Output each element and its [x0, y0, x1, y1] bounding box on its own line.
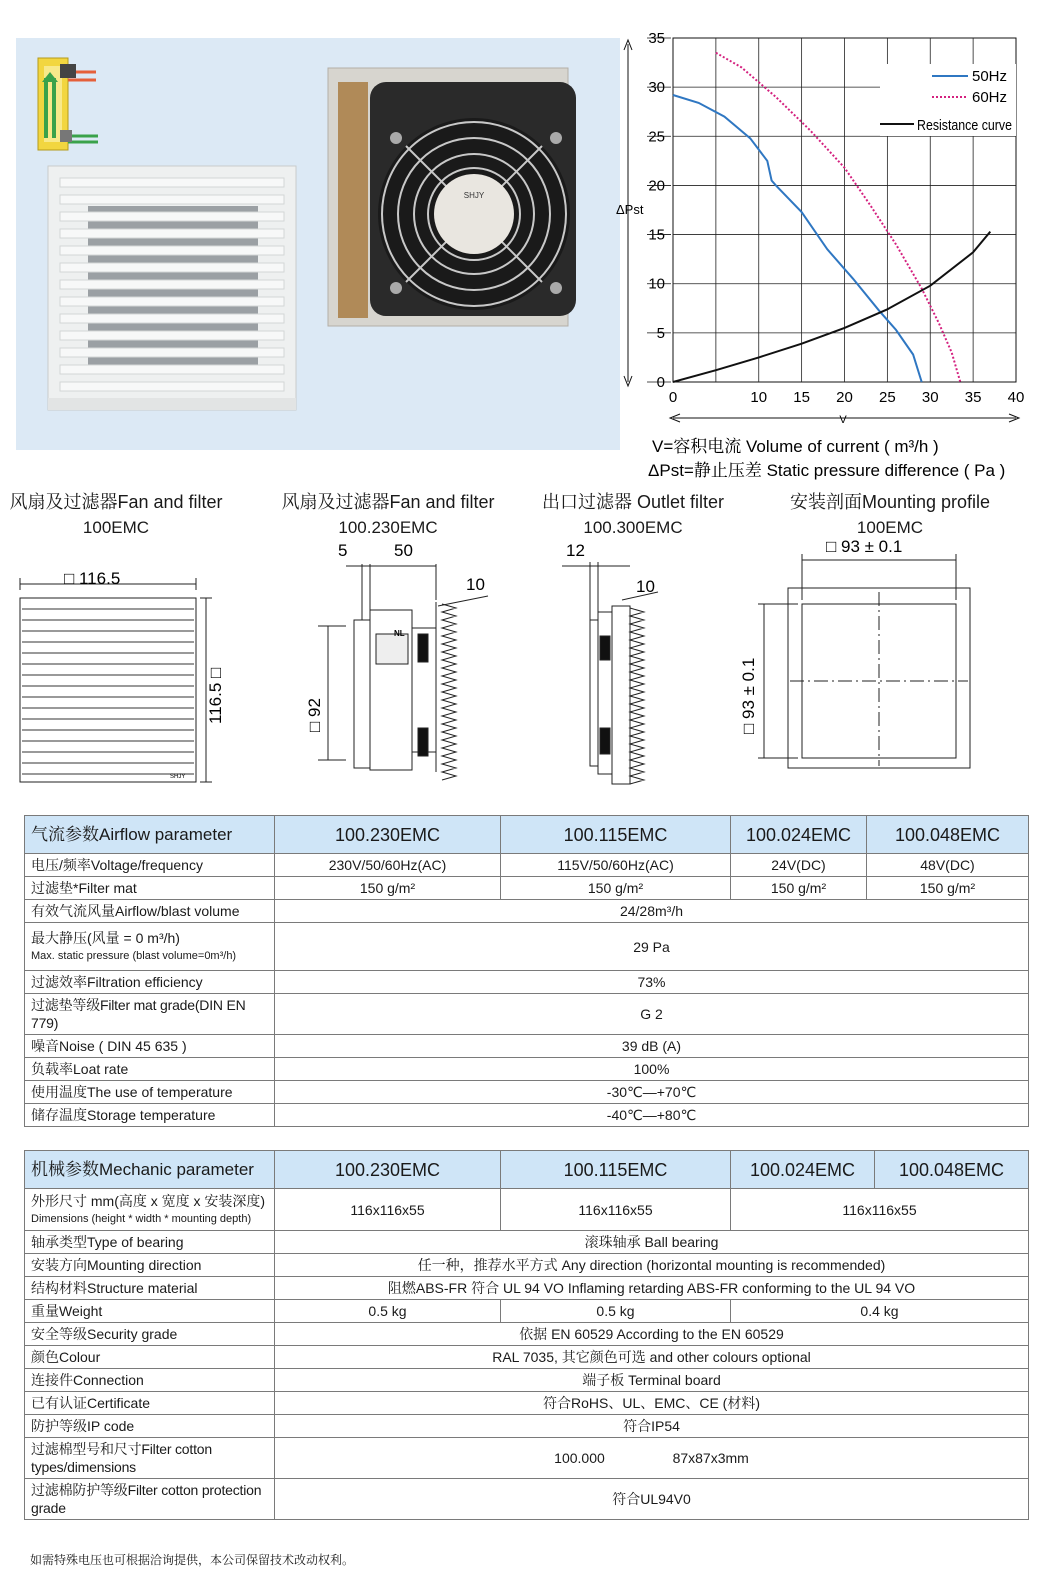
- airflow-header-model: 100.230EMC: [275, 816, 501, 854]
- row-label: 安全等级Security grade: [25, 1323, 275, 1346]
- row-label: 颜色Colour: [25, 1346, 275, 1369]
- dim-93-height: □ 93 ± 0.1: [739, 657, 758, 734]
- dim-116-5-width: □ 116.5: [64, 569, 121, 588]
- cell-value: -40℃—+80℃: [275, 1104, 1029, 1127]
- cell-value: 116x116x55: [275, 1189, 501, 1231]
- row-sublabel: Max. static pressure (blast volume=0m³/h): [31, 949, 237, 962]
- drawing-4-heading: [780, 490, 1000, 540]
- row-label: 噪音Noise ( DIN 45 635 ): [25, 1035, 275, 1058]
- row-label: 储存温度Storage temperature: [25, 1104, 275, 1127]
- louver-slat: [60, 314, 284, 323]
- row-label: 最大静压(风量 = 0 m³/h): [31, 929, 180, 946]
- row-label: 已有认证Certificate: [25, 1392, 275, 1415]
- row-label: 防护等级IP code: [25, 1415, 275, 1438]
- drawing-2-fan-side: [318, 564, 488, 780]
- x-axis-label: V: [839, 414, 847, 426]
- dim-12: 12: [566, 541, 585, 560]
- x-tick-label: 0: [668, 389, 678, 406]
- table-row: [25, 1277, 1029, 1300]
- terminal-label: NL: [394, 629, 405, 638]
- product-illustration: [16, 38, 620, 450]
- dim-5: 5: [338, 541, 348, 560]
- table-row: [25, 1479, 1029, 1520]
- table-row: [25, 1392, 1029, 1415]
- louver-slat: [60, 246, 284, 255]
- louver-slat: [60, 331, 284, 340]
- pressure-volume-chart: [616, 20, 1050, 480]
- louver-slat: [60, 178, 284, 187]
- louver-slat: [60, 195, 284, 204]
- y-axis-label: ΔPst: [616, 202, 644, 217]
- dim-10-fan: 10: [466, 575, 485, 594]
- drawing-3-title: 出口过滤器 Outlet filter: [541, 492, 725, 512]
- dim-93-width: □ 93 ± 0.1: [826, 537, 903, 556]
- row-label: 外形尺寸 mm(高度 x 宽度 x 安装深度): [31, 1192, 266, 1209]
- table-row: [25, 1189, 1029, 1231]
- cotton-type: 100.000: [554, 1450, 605, 1466]
- cell-value: 73%: [275, 971, 1029, 994]
- drawing-3-heading: [538, 490, 728, 540]
- x-tick-labels: [669, 389, 1025, 406]
- row-label: 过滤棉防护等级Filter cotton protection grade: [25, 1479, 275, 1520]
- table-row: [25, 1081, 1029, 1104]
- cell-value: 24/28m³/h: [275, 900, 1029, 923]
- chart-caption-volume: V=容积电流 Volume of current ( m³/h ): [652, 437, 939, 456]
- table-row: [25, 1231, 1029, 1254]
- table-row: [25, 994, 1029, 1035]
- table-row: [25, 1415, 1029, 1438]
- drawing-3-model: 100.300EMC: [583, 518, 683, 537]
- legend-resistance: Resistance curve: [917, 117, 1012, 134]
- row-label: 过滤垫等级Filter mat grade(DIN EN 779): [25, 994, 275, 1035]
- louver-slat: [60, 382, 284, 391]
- cell-value-group: [275, 1438, 1029, 1479]
- legend-50hz: 50Hz: [972, 68, 1008, 85]
- cell-value: 符合UL94V0: [275, 1479, 1029, 1520]
- cell-value: 端子板 Terminal board: [275, 1369, 1029, 1392]
- table-row: [25, 900, 1029, 923]
- table-row: [25, 1035, 1029, 1058]
- table-row: [25, 1323, 1029, 1346]
- cell-value: 116x116x55: [731, 1189, 1029, 1231]
- y-tick-label: 5: [656, 324, 665, 342]
- mechanic-parameter-table: [24, 1150, 1029, 1520]
- y-tick-label: 30: [648, 79, 665, 97]
- technical-drawings: [0, 537, 1052, 810]
- airflow-header-model: 100.024EMC: [731, 816, 867, 854]
- louver-slat: [60, 280, 284, 289]
- row-label-group: [25, 923, 275, 971]
- row-label: 安装方向Mounting direction: [25, 1254, 275, 1277]
- cell-value: 29 Pa: [275, 923, 1029, 971]
- row-label: 电压/频率Voltage/frequency: [25, 854, 275, 877]
- drawing-1-title: 风扇及过滤器Fan and filter: [9, 492, 223, 512]
- cell-value: 230V/50/60Hz(AC): [275, 854, 501, 877]
- cell-value: 符合IP54: [275, 1415, 1029, 1438]
- row-label: 负载率Loat rate: [25, 1058, 275, 1081]
- mechanic-header-row: [25, 1151, 1029, 1189]
- mechanic-header-model: 100.048EMC: [875, 1151, 1029, 1189]
- x-tick-label: 10: [750, 389, 768, 406]
- drawing-2-title: 风扇及过滤器Fan and filter: [281, 492, 495, 512]
- louver-slat: [60, 365, 284, 374]
- x-tick-label: 15: [793, 389, 810, 406]
- louver-slat: [60, 212, 284, 221]
- dim-10-outlet: 10: [636, 577, 655, 596]
- cell-value: 115V/50/60Hz(AC): [501, 854, 731, 877]
- table-row: [25, 923, 1029, 971]
- drawing-1-brand: SHJY: [170, 774, 186, 780]
- mechanic-header-model: 100.115EMC: [501, 1151, 731, 1189]
- cell-value: 阻燃ABS-FR 符合 UL 94 VO Inflaming retarding ABS-FR conforming to the UL 94 VO: [275, 1277, 1029, 1300]
- mechanic-header-model: 100.024EMC: [731, 1151, 875, 1189]
- airflow-header-model: 100.115EMC: [501, 816, 731, 854]
- x-tick-label: 35: [964, 389, 982, 406]
- row-sublabel: Dimensions (height * width * mounting depth): [31, 1212, 252, 1225]
- fan-photo: [328, 68, 576, 326]
- louver-slat: [60, 229, 284, 238]
- cell-value: 100%: [275, 1058, 1029, 1081]
- row-label-group: [25, 1189, 275, 1231]
- cell-value: 0.5 kg: [501, 1300, 731, 1323]
- row-label: 重量Weight: [25, 1300, 275, 1323]
- cell-value: 150 g/m²: [501, 877, 731, 900]
- louver-slat: [60, 263, 284, 272]
- airflow-parameter-table: [24, 815, 1029, 1127]
- row-label: 有效气流风量Airflow/blast volume: [25, 900, 275, 923]
- cell-value: 0.4 kg: [731, 1300, 1029, 1323]
- table-row: [25, 1254, 1029, 1277]
- legend-60hz: 60Hz: [972, 89, 1008, 106]
- dim-50: 50: [394, 541, 413, 560]
- cell-value: 滚珠轴承 Ball bearing: [275, 1231, 1029, 1254]
- chart-svg: [616, 20, 1050, 480]
- drawing-1-model: 100EMC: [82, 518, 150, 537]
- table-row: [25, 1438, 1029, 1479]
- louver-slat: [60, 297, 284, 306]
- y-tick-labels: [647, 30, 671, 391]
- drawing-2-model: 100.230EMC: [338, 518, 438, 537]
- table-row: [25, 877, 1029, 900]
- table-row: [25, 1346, 1029, 1369]
- row-label: 过滤效率Filtration efficiency: [25, 971, 275, 994]
- cell-value: 150 g/m²: [275, 877, 501, 900]
- airflow-diagram: [38, 58, 98, 150]
- x-tick-label: 40: [1007, 389, 1025, 406]
- row-label: 使用温度The use of temperature: [25, 1081, 275, 1104]
- mechanic-header-label: 机械参数Mechanic parameter: [25, 1151, 275, 1189]
- airflow-header-label: 气流参数Airflow parameter: [25, 816, 275, 854]
- cell-value: -30℃—+70℃: [275, 1081, 1029, 1104]
- table-row: [25, 971, 1029, 994]
- y-tick-label: 15: [648, 226, 665, 244]
- cell-value: 150 g/m²: [731, 877, 867, 900]
- louver-slat: [60, 348, 284, 357]
- drawing-1-grille-front: [20, 569, 225, 782]
- fan-brand-label: SHJY: [463, 191, 485, 200]
- table-row: [25, 1369, 1029, 1392]
- table-row: [25, 1104, 1029, 1127]
- cotton-size: 87x87x3mm: [672, 1450, 749, 1466]
- cell-value: G 2: [275, 994, 1029, 1035]
- y-tick-label: 0: [656, 374, 665, 391]
- row-label: 轴承类型Type of bearing: [25, 1231, 275, 1254]
- row-label: 结构材料Structure material: [25, 1277, 275, 1300]
- row-label: 连接件Connection: [25, 1369, 275, 1392]
- cell-value: 48V(DC): [867, 854, 1029, 877]
- cell-value: 0.5 kg: [275, 1300, 501, 1323]
- cell-value: RAL 7035, 其它颜色可选 and other colours optional: [275, 1346, 1029, 1369]
- chart-caption-pressure: ΔPst=静止压差 Static pressure difference ( Pa ): [648, 461, 1006, 480]
- filter-grille-photo: [48, 166, 296, 410]
- cell-value: 39 dB (A): [275, 1035, 1029, 1058]
- footnote: 如需特殊电压也可根据洽询提供，本公司保留技术改动权利。: [30, 1553, 355, 1567]
- y-tick-label: 10: [648, 275, 665, 293]
- cell-value: 24V(DC): [731, 854, 867, 877]
- dim-116-5-height: 116.5 □: [206, 667, 225, 724]
- product-photo-panel: [16, 38, 620, 450]
- y-tick-label: 35: [648, 30, 665, 47]
- cell-value: 依据 EN 60529 According to the EN 60529: [275, 1323, 1029, 1346]
- y-tick-label: 25: [648, 128, 665, 146]
- dim-92: □ 92: [305, 698, 324, 732]
- table-row: [25, 1300, 1029, 1323]
- cell-value: 116x116x55: [501, 1189, 731, 1231]
- cell-value: 150 g/m²: [867, 877, 1029, 900]
- airflow-header-model: 100.048EMC: [867, 816, 1029, 854]
- drawing-4-mounting-profile: [758, 554, 970, 768]
- table-row: [25, 1058, 1029, 1081]
- drawing-2-heading: [278, 490, 498, 540]
- y-tick-label: 20: [648, 177, 665, 195]
- drawing-4-model: 100EMC: [856, 518, 924, 537]
- table-row: [25, 854, 1029, 877]
- x-tick-label: 20: [836, 389, 853, 406]
- x-tick-label: 25: [879, 389, 896, 406]
- drawing-1-heading: [6, 490, 226, 540]
- cell-value: 任一种，推荐水平方式 Any direction (horizontal mounting is recommended): [275, 1254, 1029, 1277]
- airflow-header-row: [25, 816, 1029, 854]
- row-label: 过滤垫*Filter mat: [25, 877, 275, 900]
- cell-value: 符合RoHS、UL、EMC、CE (材料): [275, 1392, 1029, 1415]
- chart-legend: [880, 64, 1016, 136]
- x-tick-label: 30: [921, 389, 939, 406]
- row-label: 过滤棉型号和尺寸Filter cotton types/dimensions: [25, 1438, 275, 1479]
- drawing-4-title: 安装剖面Mounting profile: [789, 492, 991, 512]
- mechanic-header-model: 100.230EMC: [275, 1151, 501, 1189]
